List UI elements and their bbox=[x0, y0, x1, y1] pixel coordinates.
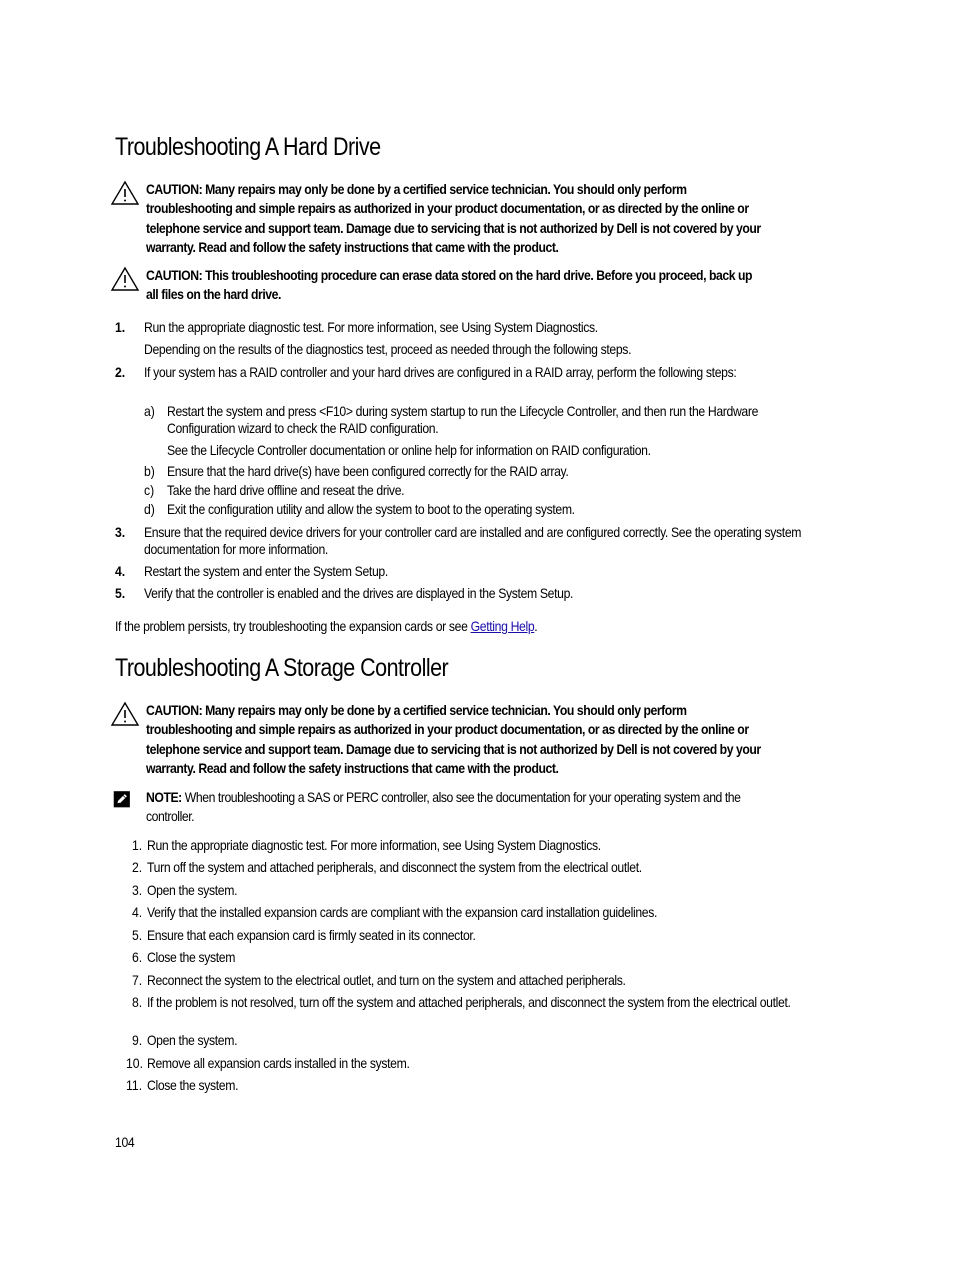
step-text: Run the appropriate diagnostic test. For more information, see Using System Diagnostics. bbox=[147, 838, 601, 853]
step-text: Open the system. bbox=[147, 883, 238, 898]
step-number: 9. bbox=[132, 1033, 143, 1048]
step-text: Remove all expansion cards installed in the system. bbox=[147, 1056, 410, 1071]
step-number: 4. bbox=[132, 905, 143, 920]
footer-text: If the problem persists, try troubleshooting the expansion cards or see bbox=[115, 619, 471, 634]
step-number: 6. bbox=[132, 950, 143, 965]
step-number: 8. bbox=[132, 995, 143, 1010]
note-text bbox=[146, 788, 767, 827]
note-body: When troubleshooting a SAS or PERC controller, also see the documentation for your operating system and the controller. bbox=[146, 790, 741, 825]
step-text: Open the system. bbox=[147, 1033, 238, 1048]
step-text: Ensure that each expansion card is firmly seated in its connector. bbox=[147, 928, 476, 943]
step-text: Verify that the controller is enabled and the drives are displayed in the System Setup. bbox=[144, 586, 574, 601]
step-text: Run the appropriate diagnostic test. For more information, see Using System Diagnostics. bbox=[144, 320, 598, 335]
step-text: Verify that the installed expansion cards are compliant with the expansion card installation guidelines. bbox=[147, 905, 658, 920]
step-text: Ensure that the required device drivers for your controller card are installed and are configured correctly. See the operating system documentation for more information. bbox=[144, 525, 802, 557]
step-text: If the problem is not resolved, turn off the system and attached peripherals, and disconnect the system from the electrical outlet. bbox=[147, 995, 791, 1010]
caution-triangle-icon bbox=[110, 701, 140, 727]
caution-text: CAUTION: This troubleshooting procedure can erase data stored on the hard drive. Before you proceed, back up all files on the hard drive. bbox=[146, 268, 753, 303]
step-number: 7. bbox=[132, 973, 143, 988]
step-number: 10. bbox=[126, 1056, 144, 1071]
step-number: 2. bbox=[132, 860, 143, 875]
step-number: 11. bbox=[126, 1078, 143, 1093]
caution-text: CAUTION: Many repairs may only be done by a certified service technician. You should only perform troubleshooting and simple repairs as authorized in your product documentation, or as directed by the online or telephone service and support team. Damage due to servicing that is not authorized by Dell is not covered by your warranty. Read and follow the safety instructions that came with the product. bbox=[146, 182, 761, 255]
step-number: 4. bbox=[115, 564, 126, 579]
step-number: 1. bbox=[132, 838, 143, 853]
step-number: 2. bbox=[115, 365, 126, 380]
step-number: 1. bbox=[115, 320, 126, 335]
footer-paragraph bbox=[115, 618, 799, 635]
note-label: NOTE: bbox=[146, 790, 182, 805]
page-number: 104 bbox=[115, 1135, 135, 1150]
getting-help-link[interactable]: Getting Help bbox=[470, 619, 535, 634]
substep-subtext: See the Lifecycle Controller documentation or online help for information on RAID configuration. bbox=[167, 443, 651, 458]
step-text: Close the system. bbox=[147, 1078, 239, 1093]
substep-text: Take the hard drive offline and reseat the drive. bbox=[167, 483, 405, 498]
step-text: Restart the system and enter the System Setup. bbox=[144, 564, 388, 579]
step-number: 5. bbox=[115, 586, 126, 601]
caution-triangle-icon bbox=[110, 180, 140, 206]
substep-text: Ensure that the hard drive(s) have been configured correctly for the RAID array. bbox=[167, 464, 569, 479]
note-pencil-icon bbox=[113, 789, 135, 811]
footer-period: . bbox=[534, 619, 538, 634]
substep-letter: a) bbox=[144, 404, 155, 419]
substep-letter: d) bbox=[144, 502, 155, 517]
step-number: 3. bbox=[115, 525, 126, 540]
caution-triangle-icon bbox=[110, 266, 140, 292]
step-text: Turn off the system and attached peripherals, and disconnect the system from the electrical outlet. bbox=[147, 860, 642, 875]
step-text: Close the system bbox=[147, 950, 236, 965]
section-title-hard-drive: Troubleshooting A Hard Drive bbox=[115, 133, 381, 161]
substep-text: Restart the system and press <F10> during system startup to run the Lifecycle Controller, and then run the Hardware Configuration wizard to check the RAID configuration. bbox=[167, 404, 759, 436]
substep-letter: b) bbox=[144, 464, 155, 479]
caution-text: CAUTION: Many repairs may only be done by a certified service technician. You should only perform troubleshooting and simple repairs as authorized in your product documentation, or as directed by the online or telephone service and support team. Damage due to servicing that is not authorized by Dell is not covered by your warranty. Read and follow the safety instructions that came with the product. bbox=[146, 703, 761, 776]
step-number: 5. bbox=[132, 928, 143, 943]
step-number: 3. bbox=[132, 883, 143, 898]
substep-letter: c) bbox=[144, 483, 155, 498]
substep-text: Exit the configuration utility and allow the system to boot to the operating system. bbox=[167, 502, 575, 517]
step-text: If your system has a RAID controller and your hard drives are configured in a RAID array, perform the following steps: bbox=[144, 365, 737, 380]
section-title-storage-controller: Troubleshooting A Storage Controller bbox=[115, 654, 449, 682]
step-text: Reconnect the system to the electrical outlet, and turn on the system and attached peripherals. bbox=[147, 973, 626, 988]
step-subtext: Depending on the results of the diagnostics test, proceed as needed through the following steps. bbox=[144, 342, 632, 357]
